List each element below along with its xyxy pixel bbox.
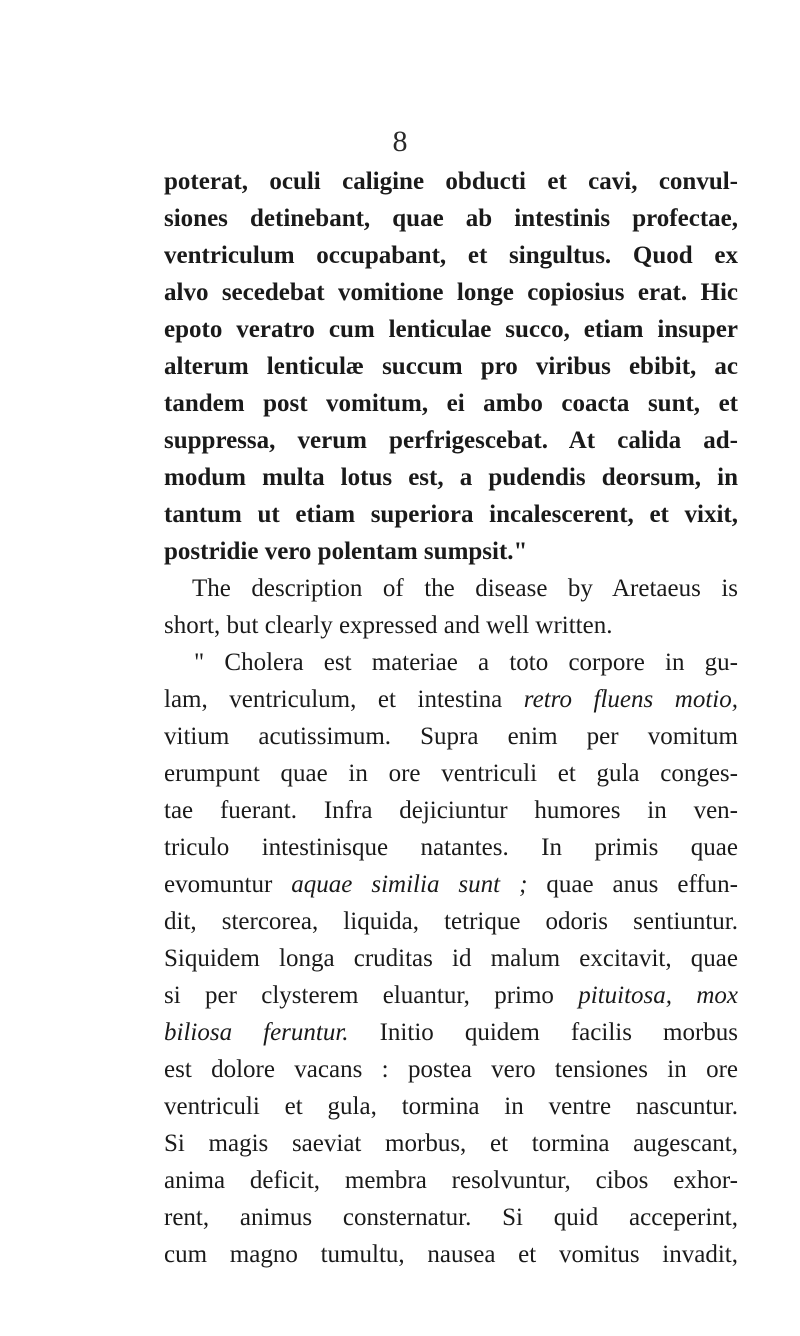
text-line: suppressa, verum perfrigescebat. At calida ad- <box>164 427 738 454</box>
text-line: est dolore vacans : postea vero tensiones in ore <box>164 1056 738 1083</box>
text-line: postridie vero polentam sumpsit." <box>164 538 528 565</box>
text-span: quae anus effun- <box>527 871 738 898</box>
text-line <box>164 866 738 903</box>
italic-span: biliosa feruntur. <box>164 1019 349 1046</box>
text-line: triculo intestinisque natantes. In primis quae <box>164 834 738 861</box>
english-paragraph <box>164 570 738 644</box>
text-line: tandem post vomitum, ei ambo coacta sunt, et <box>164 390 738 417</box>
text-line: alterum lenticulæ succum pro viribus ebibit, ac <box>164 353 738 380</box>
text-line: poterat, oculi caligine obducti et cavi, convul- <box>164 168 738 195</box>
text-line: Si magis saeviat morbus, et tormina augescant, <box>164 1130 738 1157</box>
text-line: tae fuerant. Infra dejiciuntur humores in ven- <box>164 797 738 824</box>
text-line <box>164 681 738 718</box>
text-line: tantum ut etiam superiora incalescerent, et vixit, <box>164 501 738 528</box>
text-line: ventriculi et gula, tormina in ventre nascuntur. <box>164 1093 738 1120</box>
text-line: The description of the disease by Aretaeus is <box>192 575 738 602</box>
text-span: lam, ventriculum, et intestina <box>164 686 524 713</box>
text-span: evomuntur <box>164 871 292 898</box>
text-line: modum multa lotus est, a pudendis deorsum, in <box>164 464 738 491</box>
page-number: 8 <box>392 125 408 158</box>
text-line: dit, stercorea, liquida, tetrique odoris sentiuntur. <box>164 908 738 935</box>
latin-paragraph <box>164 163 738 570</box>
text-line: erumpunt quae in ore ventriculi et gula conges- <box>164 760 738 787</box>
italic-span: retro fluens motio, <box>523 686 738 713</box>
text-line: ventriculum occupabant, et singultus. Quod ex <box>164 242 738 269</box>
text-line <box>164 977 738 1014</box>
text-line: siones detinebant, quae ab intestinis profectae, <box>164 205 738 232</box>
italic-span: aquae similia sunt ; <box>291 871 528 898</box>
text-line: epoto veratro cum lenticulae succo, etiam insuper <box>164 316 738 343</box>
text-line: short, but clearly expressed and well written. <box>164 612 613 639</box>
text-line <box>164 1014 738 1051</box>
text-line: vitium acutissimum. Supra enim per vomitum <box>164 723 738 750</box>
text-line: Siquidem longa cruditas id malum excitavit, quae <box>164 945 738 972</box>
text-line: anima deficit, membra resolvuntur, cibos exhor- <box>164 1167 738 1194</box>
body-text <box>164 163 738 1273</box>
text-line: " Cholera est materiae a toto corpore in gu- <box>194 649 738 676</box>
text-span: si per clysterem eluantur, primo <box>164 982 579 1009</box>
text-line: alvo secedebat vomitione longe copiosius erat. Hic <box>164 279 738 306</box>
quote-paragraph <box>164 644 738 1273</box>
text-span: Initio quidem facilis morbus <box>348 1019 738 1046</box>
text-line: rent, animus consternatur. Si quid acceperint, <box>164 1204 738 1231</box>
text-line: cum magno tumultu, nausea et vomitus invadit, <box>164 1241 738 1268</box>
italic-span: pituitosa, mox <box>578 982 738 1009</box>
